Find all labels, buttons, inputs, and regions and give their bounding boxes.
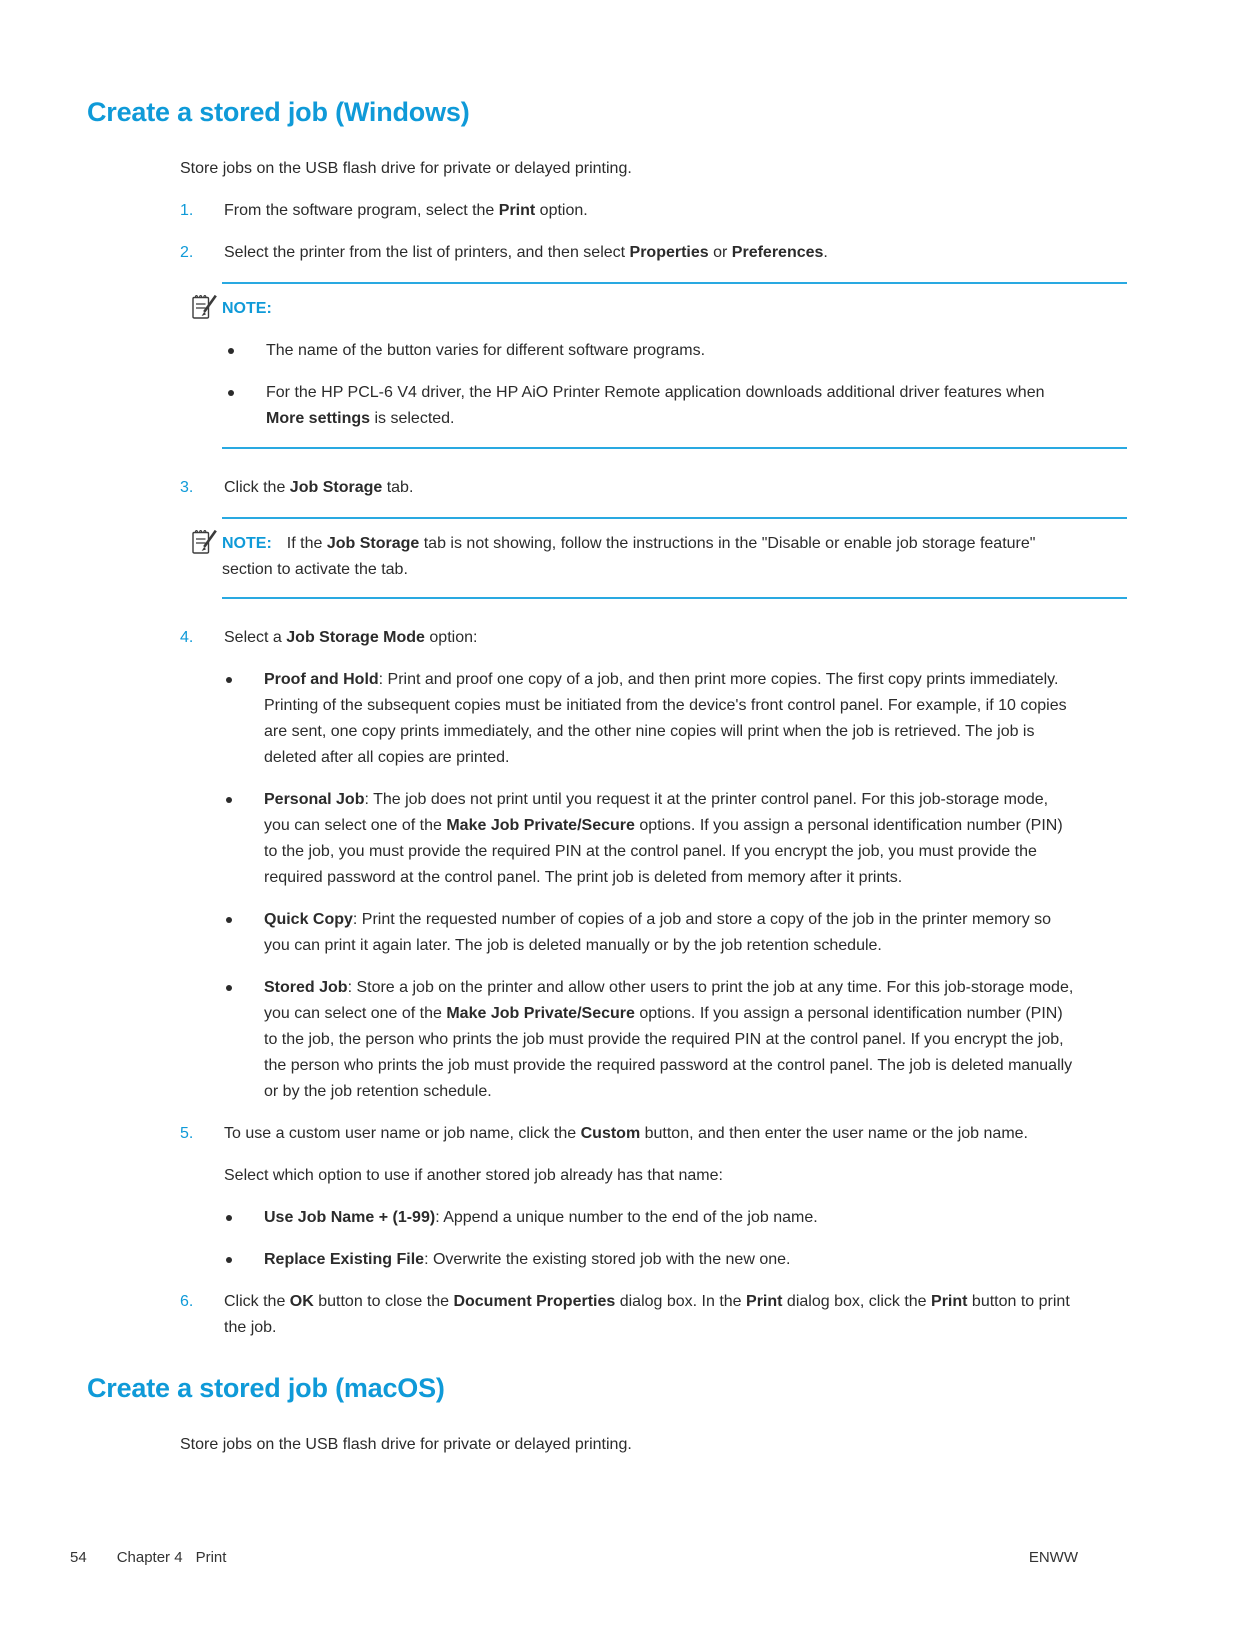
text-run: To use a custom user name or job name, click the — [224, 1125, 581, 1142]
note-label: NOTE: — [222, 535, 272, 552]
bullet-dot — [226, 917, 232, 923]
text-run: option: — [424, 629, 478, 646]
bullet-text — [264, 907, 1077, 959]
step-number: 4. — [180, 629, 194, 646]
bullet-item — [228, 338, 1072, 364]
text-run: Job Storage — [326, 535, 420, 552]
text-run: Print — [746, 1293, 783, 1310]
bullet-dot — [226, 1257, 232, 1263]
bullet-item — [226, 975, 1077, 1105]
step-number: 3. — [180, 479, 194, 496]
bullet-dot — [228, 348, 234, 354]
note-label-line — [222, 296, 1072, 322]
note-label: NOTE: — [222, 300, 272, 317]
footer-section-label: Print — [195, 1549, 227, 1566]
text-run: Job Storage Mode — [286, 629, 425, 646]
text-run: Document Properties — [453, 1293, 616, 1310]
text-run: Print — [498, 202, 536, 219]
text-run: or — [708, 244, 732, 261]
text-run: dialog box. In the — [615, 1293, 747, 1310]
step-text — [224, 475, 1077, 501]
text-run: The name of the button varies for different software programs. — [266, 342, 706, 359]
bullet-dot — [226, 797, 232, 803]
paragraph — [180, 1432, 1077, 1458]
text-run: Select a — [224, 629, 287, 646]
note-box — [222, 282, 1127, 449]
text-run: : Append a unique number to the end of the job name. — [435, 1209, 818, 1226]
text-run: options. If you assign a personal identification number (PIN) to the job, the person who prints the job must provide the required PIN at the control panel. If you encrypt the job, the person who prints the job must provide the required password at the control panel. The job is deleted manually or by the job retention schedule. — [264, 1005, 1073, 1100]
step-number: 1. — [180, 202, 194, 219]
text-run: : Store a job on the printer and allow other users to print the job at any time. For this job-storage mode, you can select one of the — [264, 979, 1074, 1022]
text-run: Use Job Name + (1-99) — [264, 1209, 436, 1226]
note-icon — [192, 528, 217, 555]
text-run: button to print the job. — [224, 1293, 1070, 1336]
bullet-item — [226, 667, 1077, 771]
text-run: : Print and proof one copy of a job, and then print more copies. The first copy prints immediately. Printing of the subsequent copies must be initiated from the device's front control panel. For example, if 10 copies are sent, one copy prints immediately, and the other nine copies will print when the job is retrieved. The job is deleted after all copies are printed. — [264, 671, 1067, 766]
bullet-dot-column — [226, 787, 264, 891]
bullet-text — [266, 380, 1072, 432]
section-heading: Create a stored job (macOS) — [87, 1373, 445, 1403]
step-item — [180, 475, 1077, 501]
bullet-item — [226, 907, 1077, 959]
text-run: Click the — [224, 479, 290, 496]
text-run: Select the printer from the list of printers, and then select — [224, 244, 630, 261]
text-run: For the HP PCL-6 V4 driver, the HP AiO Printer Remote application downloads additional driver features when — [266, 384, 1045, 401]
text-run: option. — [535, 202, 588, 219]
note-content — [222, 296, 1072, 432]
footer-chapter-label: Chapter 4 — [116, 1549, 183, 1566]
step-number: 2. — [180, 244, 194, 261]
text-run: OK — [289, 1293, 314, 1310]
step-item — [180, 1289, 1077, 1341]
bullet-dot-column — [226, 1205, 264, 1231]
bullet-text — [266, 338, 1072, 364]
step-number: 6. — [180, 1293, 194, 1310]
text-run: Personal Job — [264, 791, 365, 808]
step-item — [180, 198, 1077, 224]
text-run: Quick Copy — [264, 911, 353, 928]
text-run: : The job does not print until you request it at the printer control panel. For this job-storage mode, you can select one of the — [264, 791, 1049, 834]
text-run: Make Job Private/Secure — [446, 1005, 635, 1022]
text-run: Click the — [224, 1293, 290, 1310]
bullet-item — [226, 1247, 1077, 1273]
text-run: More settings — [266, 410, 371, 427]
bullet-dot-column — [226, 667, 264, 771]
text-run: Proof and Hold — [264, 671, 379, 688]
note-content — [222, 531, 1072, 583]
text-run: is selected. — [370, 410, 455, 427]
text-run: tab. — [382, 479, 414, 496]
step-text — [224, 1289, 1077, 1341]
text-run: Store jobs on the USB flash drive for private or delayed printing. — [180, 160, 632, 177]
step-text — [224, 198, 1077, 224]
text-run: From the software program, select the — [224, 202, 499, 219]
text-run: Job Storage — [289, 479, 383, 496]
step-item — [180, 1121, 1077, 1147]
step-text — [224, 240, 1077, 266]
text-run: button, and then enter the user name or the job name. — [640, 1125, 1028, 1142]
text-run: Custom — [580, 1125, 641, 1142]
bullet-text — [264, 1205, 1077, 1231]
bullet-text — [264, 975, 1077, 1105]
bullet-text — [264, 787, 1077, 891]
step-number: 5. — [180, 1125, 194, 1142]
bullet-text — [264, 667, 1077, 771]
text-run: button to close the — [313, 1293, 454, 1310]
bullet-dot-column — [226, 975, 264, 1105]
text-run: Stored Job — [264, 979, 348, 996]
section-heading: Create a stored job (Windows) — [87, 97, 470, 127]
text-run: If the — [286, 535, 327, 552]
footer-right-label: ENWW — [1028, 1549, 1078, 1566]
bullet-text — [264, 1247, 1077, 1273]
bullet-dot — [226, 1215, 232, 1221]
text-run: . — [823, 244, 828, 261]
footer-page-number: 54 — [70, 1549, 87, 1566]
text-run: dialog box, click the — [782, 1293, 932, 1310]
step-item — [180, 625, 1077, 651]
bullet-item — [226, 1205, 1077, 1231]
paragraph — [224, 1163, 1077, 1189]
text-run: Replace Existing File — [264, 1251, 425, 1268]
bullet-item — [228, 380, 1072, 432]
text-run: Make Job Private/Secure — [446, 817, 635, 834]
text-run: : Print the requested number of copies of a job and store a copy of the job in the printer memory so you can print it again later. The job is deleted manually or by the job retention schedule. — [264, 911, 1052, 954]
bullet-item — [226, 787, 1077, 891]
bullet-dot-column — [228, 380, 266, 432]
text-run: tab is not showing, follow the instructions in the "Disable or enable job storage feature" section to activate the tab. — [222, 535, 1036, 578]
bullet-dot-column — [226, 1247, 264, 1273]
page-footer — [70, 1548, 1078, 1568]
note-icon — [192, 293, 217, 320]
text-run: : Overwrite the existing stored job with the new one. — [424, 1251, 791, 1268]
text-run: Properties — [629, 244, 709, 261]
paragraph — [180, 156, 1077, 182]
note-paragraph — [222, 531, 1072, 583]
step-text — [224, 1121, 1077, 1147]
bullet-dot — [228, 390, 234, 396]
text-run: Preferences — [731, 244, 824, 261]
note-box — [222, 517, 1127, 599]
step-text — [224, 625, 1077, 651]
bullet-dot — [226, 985, 232, 991]
bullet-dot — [226, 677, 232, 683]
bullet-dot-column — [226, 907, 264, 959]
bullet-dot-column — [228, 338, 266, 364]
text-run: Print — [931, 1293, 968, 1310]
text-run: Select which option to use if another stored job already has that name: — [224, 1167, 723, 1184]
step-item — [180, 240, 1077, 266]
text-run: options. If you assign a personal identification number (PIN) to the job, you must provide the required PIN at the control panel. If you encrypt the job, you must provide the required password at the control panel. The print job is deleted from memory after it prints. — [264, 817, 1063, 886]
text-run: Store jobs on the USB flash drive for private or delayed printing. — [180, 1436, 632, 1453]
